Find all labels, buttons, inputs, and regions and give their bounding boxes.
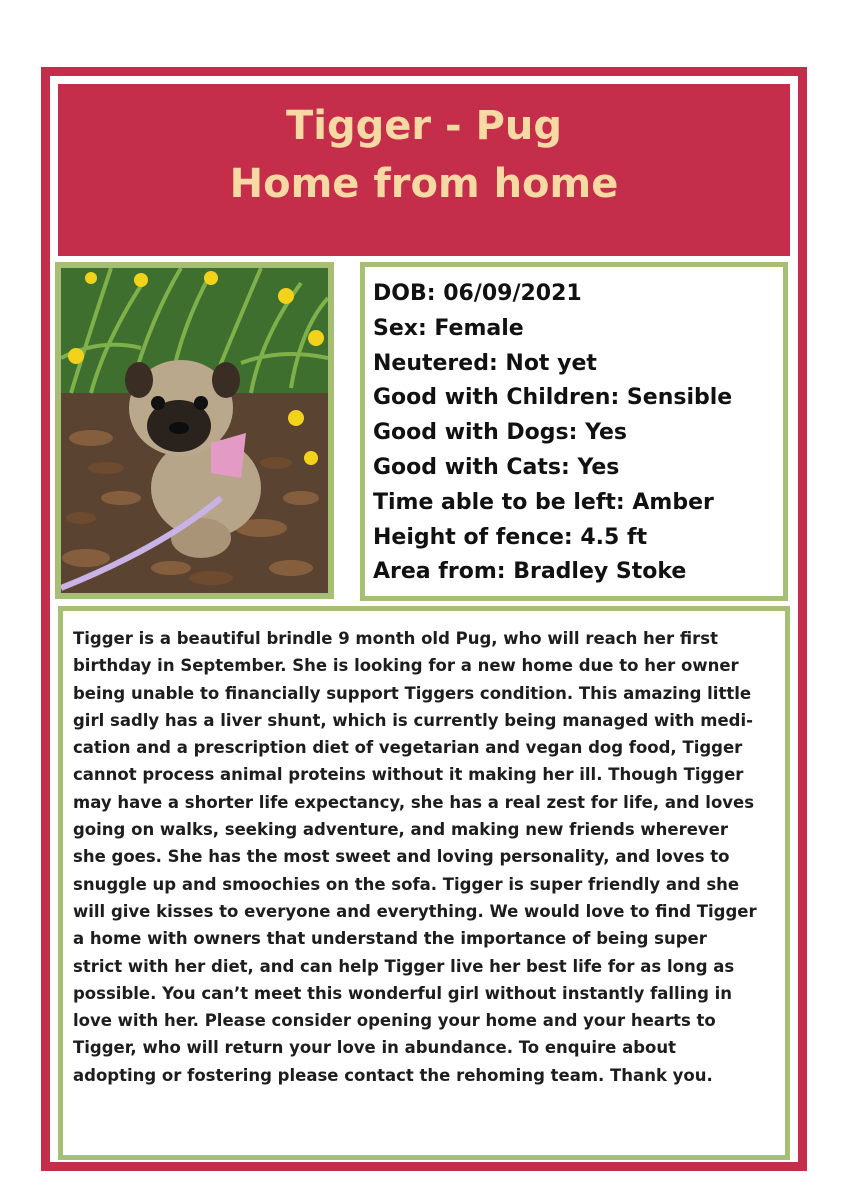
page-subtitle: Home from home bbox=[229, 161, 619, 207]
photo-frame bbox=[55, 262, 334, 599]
detail-sex: Sex: Female bbox=[373, 315, 524, 341]
description-text: Tigger is a beautiful brindle 9 month old Pug, who will reach her first birthday in September. She is looking for a new home due to her owner being unable to financially support Tiggers condition. This amazing little girl sadly has a liver shunt, which is currently being managed with medi- cation and a prescription diet of vegetarian and vegan dog food, Tigger cannot process animal proteins without it making her ill. Though Tigger may have a shorter life expectancy, she has a real zest for life, and loves going on walks, seeking adventure, and making new friends wherever she goes. She has the most sweet and loving personality, and loves to snuggle up and smoochies on the sofa. Tigger is super friendly and she will give kisses to everyone and everything. We would love to find Tigger a home with owners that understand the importance of being super strict with her diet, and can help Tigger live her best life for as long as possible. You can’t meet this wonderful girl without instantly falling in love with her. Please consider opening your home and your hearts to Tigger, who will return your love in abundance. To enquire about adopting or fostering please contact the rehoming team. Thank you. bbox=[73, 629, 757, 1085]
detail-neutered: Neutered: Not yet bbox=[373, 350, 597, 376]
detail-area: Area from: Bradley Stoke bbox=[373, 559, 687, 585]
photo-illustration bbox=[61, 268, 328, 593]
detail-time-left: Time able to be left: Amber bbox=[373, 489, 714, 515]
detail-dob: DOB: 06/09/2021 bbox=[373, 281, 582, 306]
detail-good-with-cats: Good with Cats: Yes bbox=[373, 454, 620, 480]
title-banner bbox=[58, 84, 790, 256]
detail-good-with-dogs: Good with Dogs: Yes bbox=[373, 420, 627, 446]
detail-good-with-children: Good with Children: Sensible bbox=[373, 385, 733, 411]
details-panel bbox=[360, 262, 788, 601]
description-panel bbox=[58, 606, 790, 1160]
detail-fence-height: Height of fence: 4.5 ft bbox=[373, 524, 648, 550]
pug-puppy-photo bbox=[61, 268, 328, 593]
page-title: Tigger - Pug bbox=[286, 103, 562, 149]
